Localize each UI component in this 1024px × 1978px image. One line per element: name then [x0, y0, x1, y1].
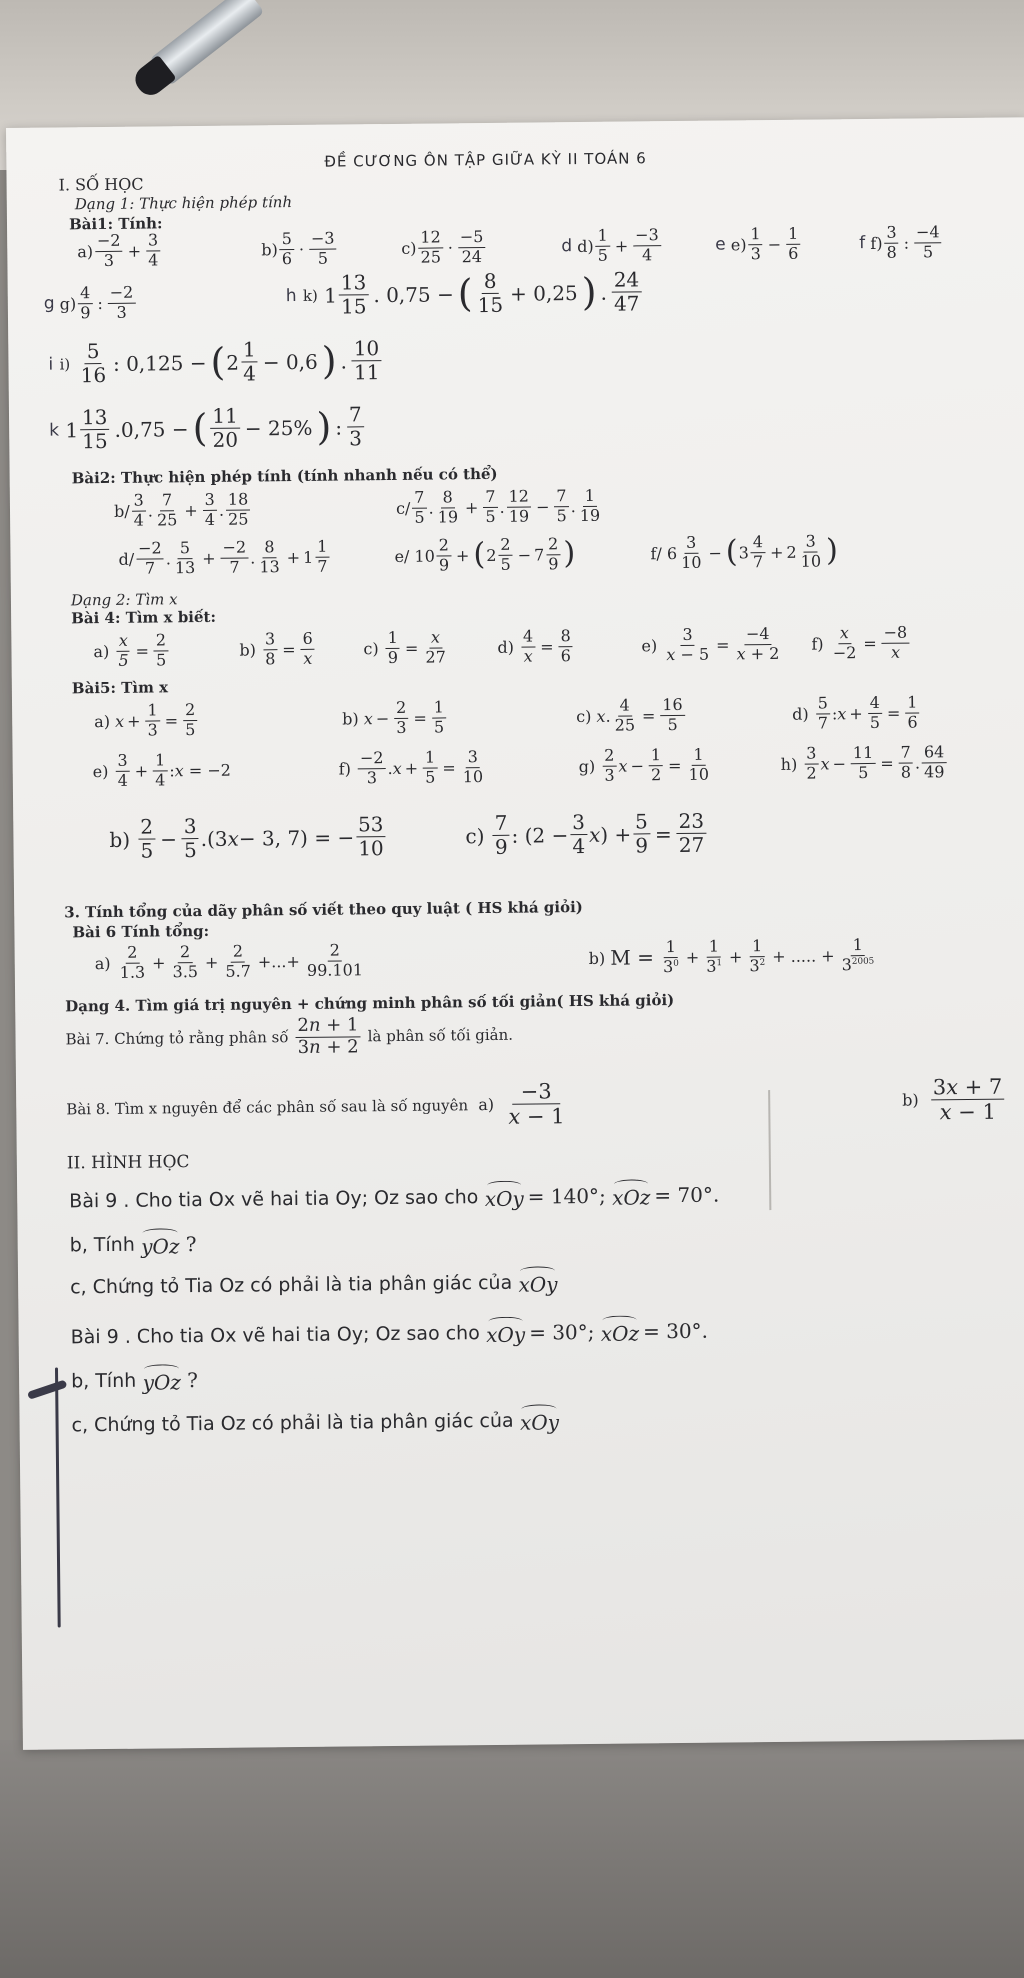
bai1-heading: Bài1: Tính: [68, 214, 163, 234]
item-label: c) [465, 823, 485, 848]
angle-yoz: yOz [141, 1230, 180, 1258]
angle-xoy: xOy [518, 1268, 557, 1296]
bai2-heading: Bài2: Thực hiện phép tính (tính nhanh nếu có thể) [71, 464, 498, 488]
item-label: i) [59, 354, 71, 373]
item-label: b) [588, 948, 606, 968]
item-label: d) [792, 704, 809, 724]
bai5-heading: Bài5: Tìm x [71, 678, 169, 698]
bai5-a: a) x + $\frac{1}{3}$ = $\frac{2}{5}$ [94, 700, 196, 740]
item-label: k) [302, 286, 318, 305]
bai2-f: f/ 6 3 10 − ( 3 4 7 + 2 $\frac{3}{10}$ ) [650, 531, 839, 572]
handwritten-mark: g [43, 293, 55, 314]
item-label: a) [94, 711, 111, 731]
bai5-c: c) x . $\frac{4}{25}$ = $\frac{16}{5}$ [576, 697, 687, 735]
angle-xoy: xOy [485, 1183, 524, 1211]
item-label: b) [261, 239, 278, 260]
bai1-k: k 1 13 15 .0,75 − ( 11 20 − 25% ) : 7 3 [49, 402, 362, 454]
item-label: c) [363, 638, 379, 659]
bai4-f: f) $\frac{x}{-2}$ = $\frac{-8}{x}$ [811, 625, 911, 663]
item-label: g) [59, 294, 77, 314]
bai6-b: b) M = $\frac{1}{3^0}$ + $\frac{1}{3^1}$ + $\frac{1}{3^2}$ + ..... + $\frac{1}{3^{2005}}$ [588, 935, 875, 976]
bai4-d: d) $\frac{4}{x}$ = $\frac{8}{6}$ [497, 626, 572, 666]
section-heading-geometry: II. HÌNH HỌC [66, 1152, 190, 1174]
handwritten-mark: k [49, 419, 60, 441]
bai7-text: Bài 7. Chứng tỏ rằng phân số [65, 1028, 289, 1049]
pen-stroke-mark [27, 1379, 67, 1399]
worksheet-paper [6, 117, 1024, 1750]
angle-yoz: yOz [142, 1366, 181, 1394]
bai4-a: a) $\frac{x}{5}$ = $\frac{2}{5}$ [93, 630, 167, 670]
handwritten-mark: f [859, 233, 866, 254]
item-label: f/ [650, 543, 662, 564]
item-label: c) [576, 706, 592, 726]
bai9b-question-c: c, Chứng tỏ Tia Oz có phải là tia phân giác của xOy [71, 1406, 559, 1439]
item-label: e) [730, 235, 747, 255]
handwritten-mark: h [285, 285, 297, 306]
page-title: ĐỀ CƯƠNG ÔN TẬP GIỮA KỲ II TOÁN 6 [324, 149, 647, 171]
item-label: e) [641, 636, 658, 656]
item-label: d) [497, 637, 515, 657]
bai8-text: Bài 8. Tìm x nguyên để các phân số sau là số nguyên [66, 1095, 469, 1118]
margin-bracket-mark [55, 1368, 61, 1628]
bai7-text-end: là phân số tối giản. [367, 1026, 514, 1046]
item-label: d) [577, 236, 594, 256]
section3-heading: 3. Tính tổng của dãy phân số viết theo quy luật ( HS khá giỏi) [64, 898, 583, 922]
bai9b-question-b: b, Tính yOz ? [71, 1368, 199, 1395]
bai9a-intro: Bài 9 . Cho tia Ox vẽ hai tia Oy; Oz sao cho xOy = 140° ; xOz = 70°. [69, 1182, 720, 1213]
bai4-heading: Bài 4: Tìm x biết: [71, 607, 217, 628]
item-label: d/ [118, 549, 135, 569]
dang2-heading: Dạng 2: Tìm x [70, 590, 178, 610]
bai1-d: d d) 1 5 + $\frac{-3}{4}$ [561, 227, 663, 265]
angle-xoy: xOy [486, 1319, 525, 1347]
bai5-c2: c) 7 9 : (2 − 3 4 x ) + $\frac{5}{9}$ = $\frac{23}{27}$ [465, 808, 705, 859]
handwritten-mark: d [561, 236, 573, 257]
item-label: c) [401, 238, 417, 258]
dang4-heading: Dạng 4. Tìm giá trị nguyên + chứng minh phân số tối giản( HS khá giỏi) [65, 991, 675, 1016]
bai5-e: e) 3 4 + $\frac{1}{4}$ : x = −2 [92, 750, 232, 790]
bai9a-question-b: b, Tính yOz ? [69, 1232, 197, 1259]
item-label: b) [342, 709, 359, 729]
handwritten-mark: e [715, 234, 726, 255]
section-heading-arithmetic: I. SỐ HỌC [58, 174, 144, 195]
bai4-b: b) $\frac{3}{8}$ = $\frac{6}{x}$ [239, 631, 317, 668]
bai2-d: d/ −2 7 . 5 13 + $\frac{-2}{7}$ . 8 13 + 1 $\frac{1}{7}$ [118, 536, 328, 578]
bai1-h: h k) 1 13 15 . 0,75 − ( 8 15 + 0,25 ) . 24 47 [285, 267, 640, 319]
floor-background [0, 1740, 1024, 1978]
item-label: b) [109, 827, 131, 852]
bai1-i: i i) 5 16 : 0,125 − ( 2 1 4 − 0,6 ) . 10 11 [48, 336, 380, 388]
bai1-a: a) −2 3 + $\frac{3}{4}$ [77, 230, 159, 270]
bai2-e: e/ 10 2 9 + ( 2 2 5 − 7 $\frac{2}{9}$ ) [394, 534, 576, 575]
bai6-a: a) 2 1.3 + $\frac{2}{3.5}$ + $\frac{2}{5.7}$ +...+ $\frac{2}{99.101}$ [94, 940, 364, 982]
bai8: Bài 8. Tìm x nguyên để các phân số sau là số nguyên a) −3 x − 1 [66, 1079, 565, 1129]
bai5-d: d) 5 7 : x + $\frac{4}{5}$ = $\frac{1}{6}$ [792, 692, 918, 733]
bai5-h: h) 3 2 x − $\frac{11}{5}$ = $\frac{7}{8}$ . 64 49 [780, 742, 945, 783]
bai1-f: f f) 3 8 : −4 5 [859, 224, 944, 261]
item-label: c/ [395, 498, 411, 518]
item-label: b) [239, 640, 257, 660]
bai1-b: b) 5 6 · −3 5 [261, 231, 339, 268]
item-label: f) [811, 634, 824, 654]
bai6-heading: Bài 6 Tính tổng: [72, 921, 210, 942]
item-label: e) [92, 761, 109, 781]
bai5-g: g) 2 3 x − $\frac{1}{2}$ = $\frac{1}{10}$ [578, 744, 710, 785]
item-label: a) [77, 241, 94, 262]
vertical-divider [768, 1090, 771, 1210]
item-label: b/ [113, 501, 130, 521]
bai4-e: e) $\frac{3}{x - 5}$ = $\frac{-4}{x + 2}$ [641, 624, 780, 664]
bai2-c: c/ 7 5 . 8 19 + $\frac{7}{5}$ . 12 19 − $\frac{7}{5}$ . 1 19 [395, 485, 601, 527]
item-label: a) [478, 1094, 495, 1115]
item-label: h) [780, 754, 798, 774]
item-label: e/ [394, 546, 410, 566]
item-label: f) [870, 233, 883, 253]
bai8-b: b) 3x + 7 x − 1 [902, 1076, 1007, 1124]
bai1-c: c) 12 25 · −5 24 [401, 229, 488, 266]
bai9a-question-c: c, Chứng tỏ Tia Oz có phải là tia phân giác của xOy [70, 1268, 558, 1301]
item-label: a) [94, 953, 111, 973]
bai5-f: f) −2 3 . x + $\frac{1}{5}$ = $\frac{3}{10}$ [338, 747, 484, 788]
dang1-heading: Dạng 1: Thực hiện phép tính [74, 193, 293, 214]
bai1-e: e e) 1 3 − $\frac{1}{6}$ [715, 223, 799, 264]
bai7: Bài 7. Chứng tỏ rằng phân số 2n + 1 3n + 2 là phân số tối giản. [65, 1014, 514, 1058]
bai5-b2: b) 2 5 − $\frac{3}{5}$ .(3 x − 3, 7) = − 53 10 [109, 812, 384, 863]
bai4-c: c) $\frac{1}{9}$ = $\frac{x}{27}$ [363, 627, 446, 667]
angle-xoy: xOy [520, 1406, 559, 1434]
angle-xoz: xOz [601, 1317, 640, 1345]
item-label: a) [93, 641, 110, 661]
handwritten-mark: i [48, 354, 54, 375]
item-label: b) [902, 1090, 919, 1110]
item-label: g) [578, 756, 596, 776]
bai5-b: b) x − $\frac{2}{3}$ = $\frac{1}{5}$ [342, 697, 445, 737]
bai2-b: b/ 3 4 . 7 25 + $\frac{3}{4}$ . 18 25 [113, 489, 249, 530]
bai1-g: g g) 4 9 : −2 3 [44, 285, 138, 323]
angle-xoz: xOz [612, 1181, 651, 1209]
item-label: f) [338, 759, 351, 779]
bai9b-intro: Bài 9 . Cho tia Ox vẽ hai tia Oy; Oz sao cho xOy = 30° ; xOz = 30°. [70, 1318, 709, 1349]
